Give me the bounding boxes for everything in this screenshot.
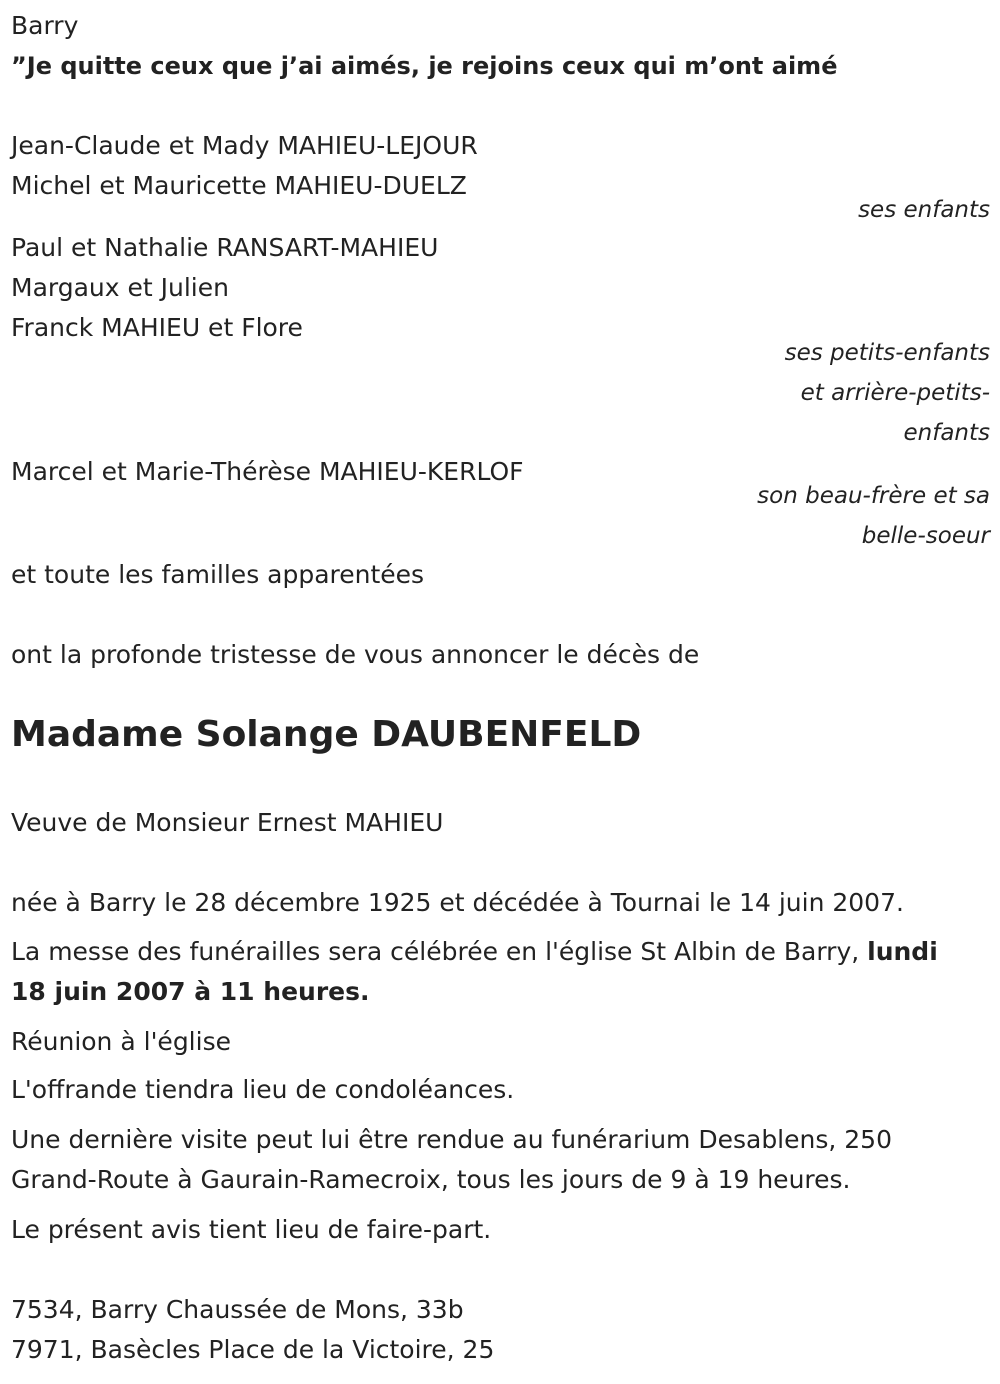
deceased-name: Madame Solange DAUBENFELD	[11, 714, 642, 755]
visit-line-1: Une dernière visite peut lui être rendue au funérarium Desablens, 250	[11, 1125, 892, 1154]
family-others: et toute les familles apparentées	[11, 560, 425, 589]
visit-line-2: Grand-Route à Gaurain-Ramecroix, tous les jours de 9 à 19 heures.	[11, 1165, 851, 1194]
place-heading: Barry	[11, 11, 79, 40]
offering-note: L'offrande tiendra lieu de condoléances.	[11, 1075, 515, 1104]
grandchildren-role-line-3: enfants	[903, 420, 990, 446]
widow-of: Veuve de Monsieur Ernest MAHIEU	[11, 808, 444, 837]
birth-death-dates: née à Barry le 28 décembre 1925 et décédée à Tournai le 14 juin 2007.	[11, 888, 904, 917]
family-inlaws: Marcel et Marie-Thérèse MAHIEU-KERLOF	[11, 457, 524, 486]
mass-text: La messe des funérailles sera célébrée en l'église St Albin de Barry,	[11, 937, 860, 966]
announcement: ont la profonde tristesse de vous annoncer le décès de	[11, 640, 700, 669]
family-child-1: Jean-Claude et Mady MAHIEU-LEJOUR	[11, 131, 478, 160]
mass-day: lundi	[867, 937, 938, 966]
family-grandchild-3: Franck MAHIEU et Flore	[11, 313, 303, 342]
inlaws-role-line-2: belle-soeur	[861, 523, 990, 549]
family-grandchild-1: Paul et Nathalie RANSART-MAHIEU	[11, 233, 439, 262]
grandchildren-role-line-1: ses petits-enfants	[784, 340, 990, 366]
family-grandchild-2: Margaux et Julien	[11, 273, 229, 302]
quote: ”Je quitte ceux que j’ai aimés, je rejoins ceux qui m’ont aimé	[11, 52, 838, 80]
meeting-place: Réunion à l'église	[11, 1027, 231, 1056]
inlaws-role-line-1: son beau-frère et sa	[757, 483, 990, 509]
children-role: ses enfants	[858, 197, 990, 223]
address-2: 7971, Basècles Place de la Victoire, 25	[11, 1335, 495, 1364]
notice-statement: Le présent avis tient lieu de faire-part.	[11, 1215, 492, 1244]
mass-date: 18 juin 2007 à 11 heures.	[11, 977, 370, 1006]
mass-line-1	[11, 932, 938, 972]
address-1: 7534, Barry Chaussée de Mons, 33b	[11, 1295, 464, 1324]
grandchildren-role-line-2: et arrière-petits-	[800, 380, 990, 406]
family-child-2: Michel et Mauricette MAHIEU-DUELZ	[11, 171, 467, 200]
